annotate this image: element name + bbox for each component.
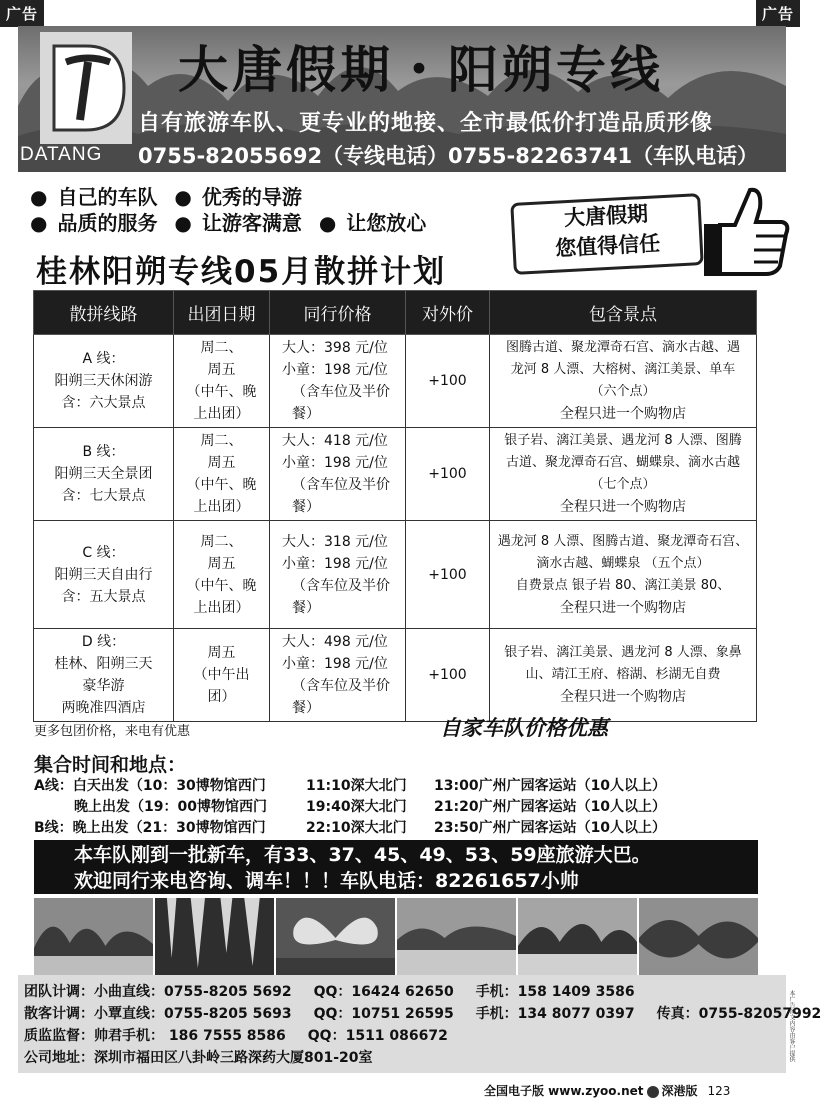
table-row <box>34 629 757 722</box>
scenery-photo-strip <box>34 898 758 976</box>
reflection-photo <box>639 898 758 976</box>
col-markup: 对外价 <box>406 291 490 335</box>
header-phones: 0755-82055692（专线电话）0755-82263741（车队电话） <box>138 144 759 168</box>
route-cell: A 线： 阳朔三天休闲游 含：六大景点 <box>34 335 174 428</box>
feature-item: 优秀的导游 <box>201 185 302 209</box>
route-cell: B 线： 阳朔三天全景团 含：七大景点 <box>34 428 174 521</box>
bamboo-raft-photo <box>397 898 516 976</box>
logo-text: DATANG <box>20 144 103 165</box>
contact-row: 团队计调：小曲直线：0755-8205 5692 QQ：16424 62650 手机：158 1409 3586 <box>24 984 635 1000</box>
route-cell: C 线： 阳朔三天自由行 含：五大景点 <box>34 521 174 629</box>
date-cell: 周二、 周五 （中午、晚 上出团） <box>174 428 270 521</box>
cave-photo <box>155 898 274 976</box>
fleet-price-text: 自家车队价格优惠 <box>440 716 608 740</box>
date-cell: 周二、 周五 （中午、晚 上出团） <box>174 521 270 629</box>
main-title: 桂林阳朔专线05月散拼计划 <box>36 254 447 290</box>
feature-list <box>30 184 436 236</box>
bullet: ● <box>30 211 48 235</box>
header-banner <box>18 26 786 172</box>
feature-item: 自己的车队 <box>57 185 158 209</box>
contact-row: 公司地址：深圳市福田区八卦岭三路深药大厦801-20室 <box>24 1050 373 1066</box>
schedule-row: B线：晚上出发（21：30博物馆西门 22:10深大北门 23:50广州广园客运站（10人以上） <box>34 820 667 836</box>
markup-cell: +100 <box>406 521 490 629</box>
price-cell: 大人：318 元/位 小童：198 元/位 （含车位及半价餐） <box>270 521 406 629</box>
feature-item: 让您放心 <box>346 211 427 235</box>
new-bus-banner <box>34 840 758 894</box>
contact-row: 散客计调：小覃直线：0755-8205 5693 QQ：10751 26595 手机：134 8077 0397 传真：0755-82057992 <box>24 1006 821 1022</box>
ad-tag-right: 广告 <box>756 0 800 27</box>
page-footer <box>484 1082 730 1099</box>
date-cell: 周五 （中午出 团） <box>174 629 270 722</box>
scenic-cell: 银子岩、漓江美景、遇龙河 8 人漂、图腾 古道、聚龙潭奇石宫、蝴蝶泉、滴水古越 （七个点） 全程只进一个购物店 <box>490 428 757 521</box>
bullet: ● <box>174 211 192 235</box>
header-slogan: 自有旅游车队、更专业的地接、全市最低价打造品质形像 <box>138 111 714 136</box>
route-table <box>33 290 757 722</box>
date-cell: 周二、 周五 （中午、晚 上出团） <box>174 335 270 428</box>
price-cell: 大人：398 元/位 小童：198 元/位 （含车位及半价餐） <box>270 335 406 428</box>
scenic-cell: 图腾古道、聚龙潭奇石宫、滴水古越、遇 龙河 8 人漂、大榕树、漓江美景、单车 （六个点） 全程只进一个购物店 <box>490 335 757 428</box>
datang-logo <box>40 32 132 144</box>
badge-line1: 大唐假期 <box>563 201 649 231</box>
markup-cell: +100 <box>406 335 490 428</box>
price-cell: 大人：498 元/位 小童：198 元/位 （含车位及半价餐） <box>270 629 406 722</box>
price-cell: 大人：418 元/位 小童：198 元/位 （含车位及半价餐） <box>270 428 406 521</box>
river-karst-photo <box>34 898 153 976</box>
schedule-list <box>34 776 724 839</box>
scenic-cell: 遇龙河 8 人漂、图腾古道、聚龙潭奇石宫、 滴水古越、蝴蝶泉 （五个点） 自费景点 银子岩 80、漓江美景 80、 全程只进一个购物店 <box>490 521 757 629</box>
side-note: 本广告图文内容由客户提供 <box>788 990 795 1062</box>
col-route: 散拼线路 <box>34 291 174 335</box>
page-number: 123 <box>707 1084 731 1098</box>
footer-text: 全国电子版 www.zyoo.net <box>484 1084 644 1098</box>
footer-edition: 深港版 <box>661 1084 698 1098</box>
markup-cell: +100 <box>406 629 490 722</box>
edition-icon <box>647 1086 659 1098</box>
schedule-title: 集合时间和地点： <box>34 754 187 776</box>
butterfly-spring-photo <box>276 898 395 976</box>
table-header <box>34 291 757 335</box>
ad-tag-left: 广告 <box>0 0 44 27</box>
feature-item: 让游客满意 <box>201 211 302 235</box>
schedule-row: A线：白天出发（10：30博物馆西门 11:10深大北门 13:00广州广园客运站（10人以上） <box>34 778 667 794</box>
col-date: 出团日期 <box>174 291 270 335</box>
schedule-row: 晚上出发（19：00博物馆西门 19:40深大北门 21:20广州广园客运站（10人以上） <box>74 799 667 815</box>
table-row <box>34 521 757 629</box>
markup-cell: +100 <box>406 428 490 521</box>
route-cell: D 线： 桂林、阳朔三天 豪华游 两晚准四酒店 <box>34 629 174 722</box>
badge-line2: 您值得信任 <box>554 231 661 261</box>
bullet: ● <box>318 211 337 235</box>
scenic-cell: 银子岩、漓江美景、遇龙河 8 人漂、象鼻 山、靖江王府、榕湖、杉湖无自费 全程只进一个购物店 <box>490 629 757 722</box>
lijiang-river-photo <box>518 898 637 976</box>
header-title: 大唐假期・阳朔专线 <box>178 41 664 99</box>
banner-line1: 本车队刚到一批新车，有33、37、45、49、53、59座旅游大巴。 <box>74 844 651 866</box>
banner-line2: 欢迎同行来电咨询、调车！！！车队电话：82261657小帅 <box>74 870 579 892</box>
trust-badge <box>510 193 704 275</box>
table-row <box>34 335 757 428</box>
thumbs-up-icon <box>700 180 790 280</box>
bullet: ● <box>174 185 192 209</box>
bullet: ● <box>30 185 48 209</box>
feature-item: 品质的服务 <box>57 211 158 235</box>
table-row <box>34 428 757 521</box>
col-price: 同行价格 <box>270 291 406 335</box>
contact-row: 质监监督：帅君手机： 186 7555 8586 QQ：1511 086672 <box>24 1028 448 1044</box>
more-info-text: 更多包团价格，来电有优惠 <box>34 724 191 739</box>
col-scenic: 包含景点 <box>490 291 757 335</box>
